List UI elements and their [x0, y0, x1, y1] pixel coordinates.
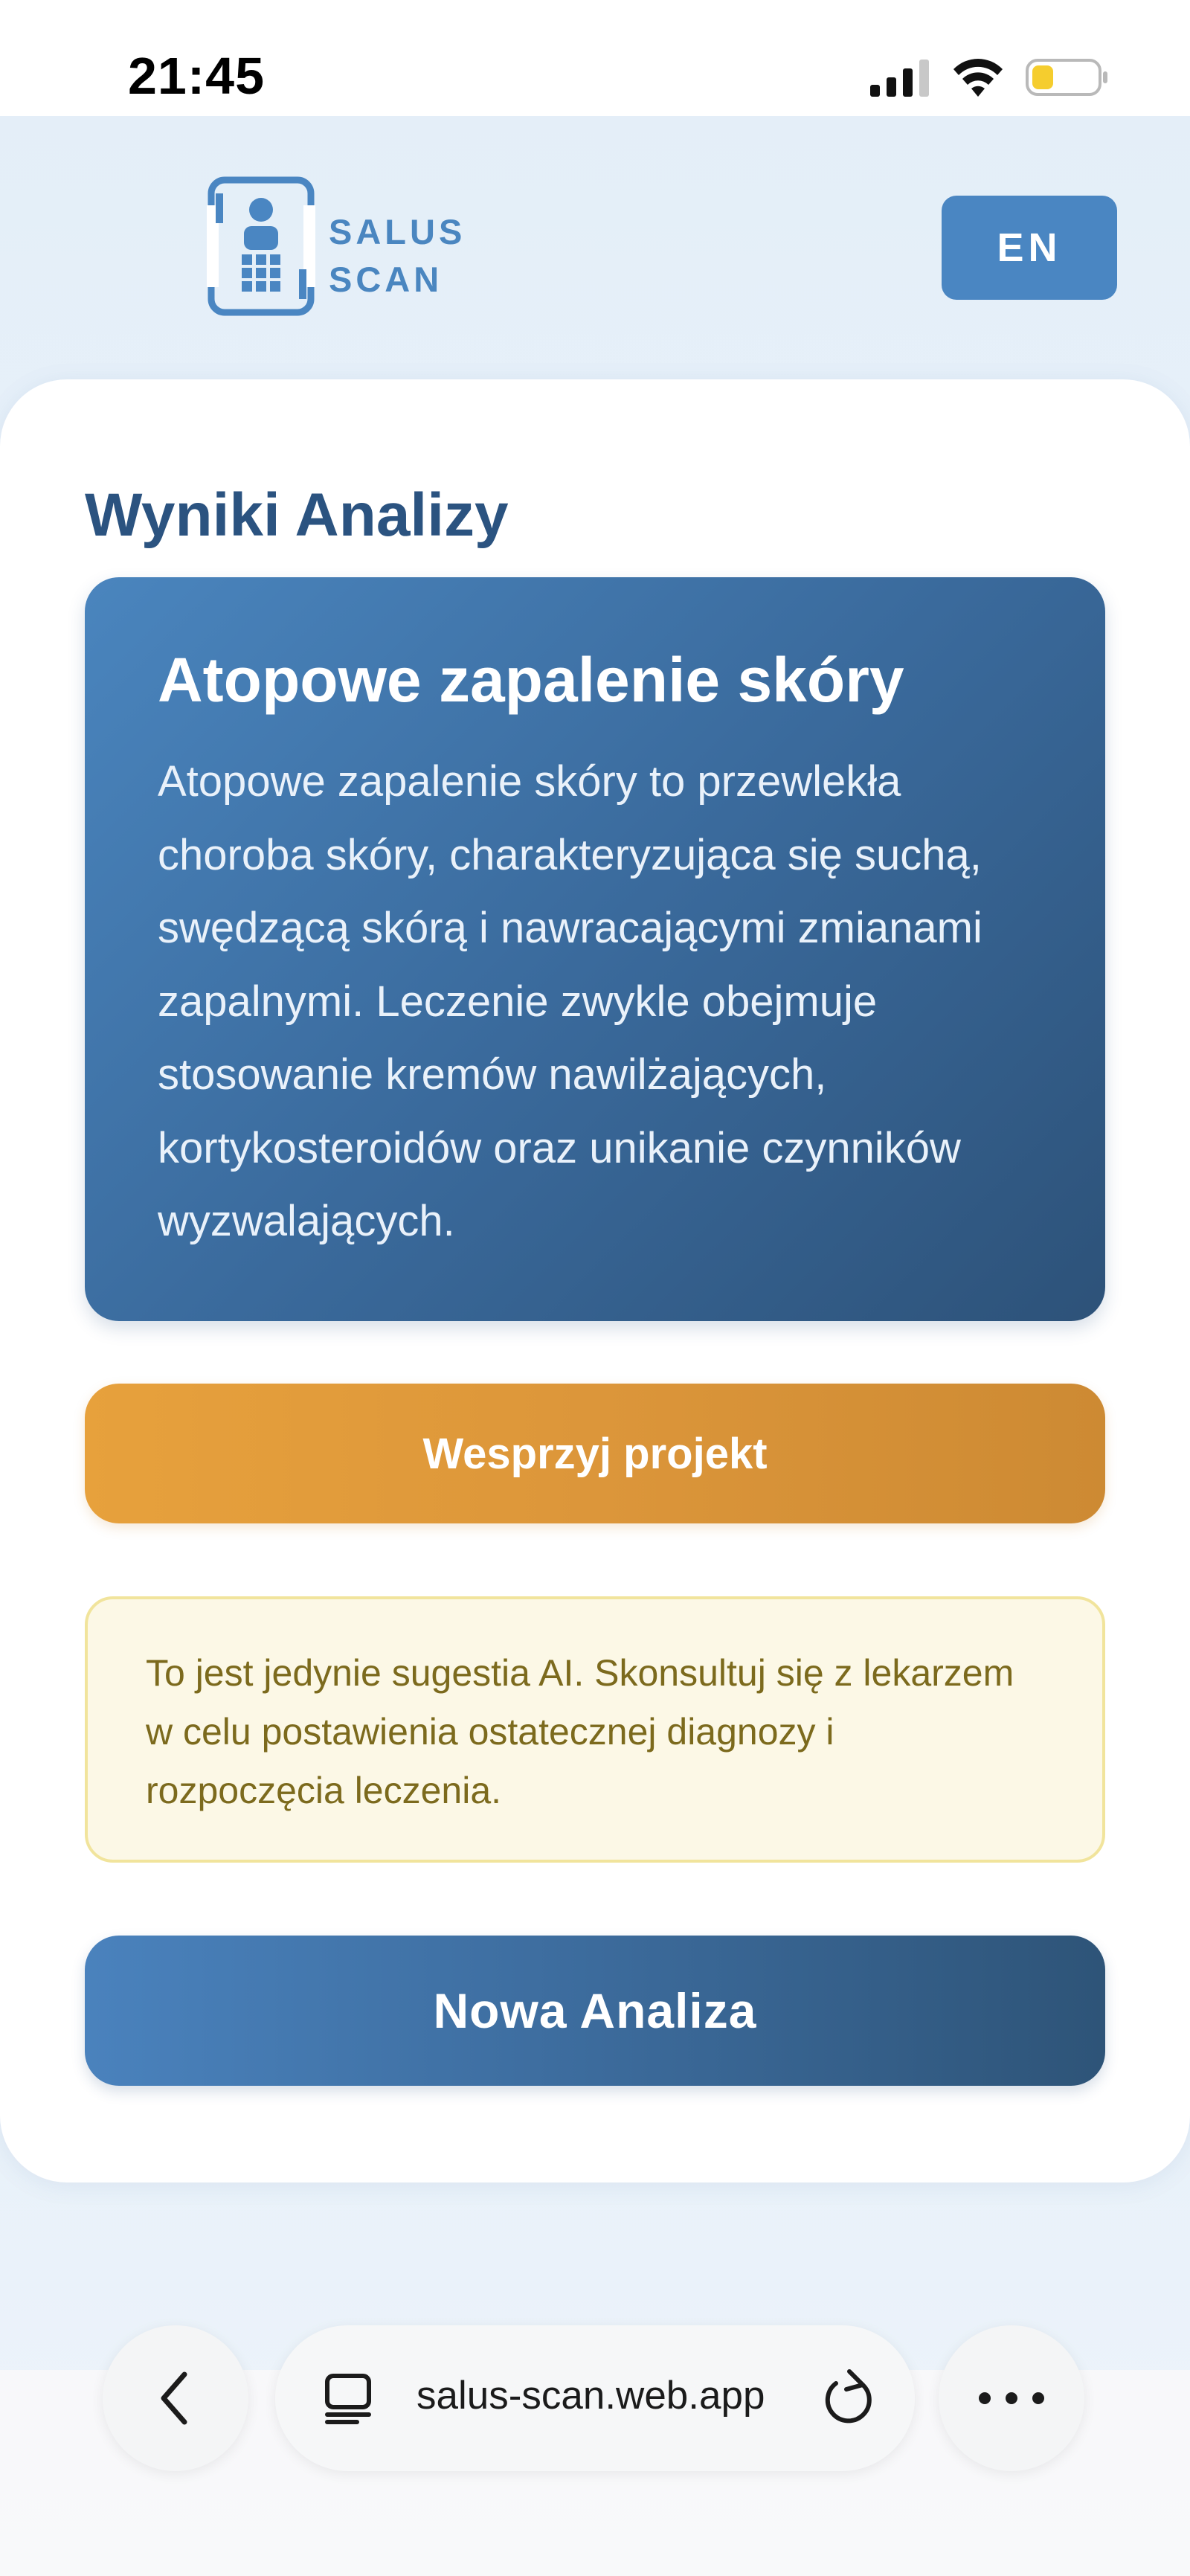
- more-icon: [974, 2387, 1049, 2409]
- status-time: 21:45: [128, 47, 266, 105]
- ai-disclaimer-box: [85, 1596, 1105, 1863]
- tabs-icon[interactable]: [321, 2371, 375, 2425]
- results-panel: [0, 379, 1190, 2182]
- app-logo: [207, 176, 475, 317]
- new-analysis-button[interactable]: Nowa Analiza: [85, 1936, 1105, 2086]
- battery-icon: [1025, 57, 1110, 98]
- language-toggle-button[interactable]: EN: [942, 196, 1117, 300]
- browser-back-button[interactable]: [103, 2325, 248, 2471]
- reload-icon[interactable]: [820, 2367, 879, 2429]
- diagnosis-card: [85, 577, 1105, 1321]
- disclaimer-text: To jest jedynie sugestia AI. Skonsultuj się z lekarzem w celu postawienia ostatecznej diagnozy i rozpoczęcia leczenia.: [146, 1652, 1014, 1811]
- more-options-button[interactable]: [939, 2325, 1084, 2471]
- diagnosis-title: Atopowe zapalenie skóry: [158, 645, 904, 715]
- address-bar[interactable]: [275, 2325, 915, 2471]
- back-icon: [153, 2368, 198, 2428]
- logo-line-2: SCAN: [329, 260, 443, 299]
- page-title: Wyniki Analizy: [85, 481, 509, 549]
- wifi-icon: [952, 57, 1004, 98]
- status-bar: [0, 0, 1190, 116]
- support-project-button[interactable]: Wesprzyj projekt: [85, 1384, 1105, 1523]
- url-text[interactable]: salus-scan.web.app: [416, 2374, 765, 2418]
- salus-scan-logo-icon: [207, 176, 315, 317]
- diagnosis-description: Atopowe zapalenie skóry to przewlekła choroba skóry, charakteryzująca się suchą, swędzącą skórą i nawracającymi zmianami zapalnymi. Leczenie zwykle obejmuje stosowanie kremów nawilżających, kortykosteroidów oraz unikanie czynników wyzwalających.: [158, 757, 982, 1245]
- cellular-signal-icon: [869, 60, 931, 98]
- logo-line-1: SALUS: [329, 212, 466, 251]
- logo-wordmark: [329, 208, 466, 303]
